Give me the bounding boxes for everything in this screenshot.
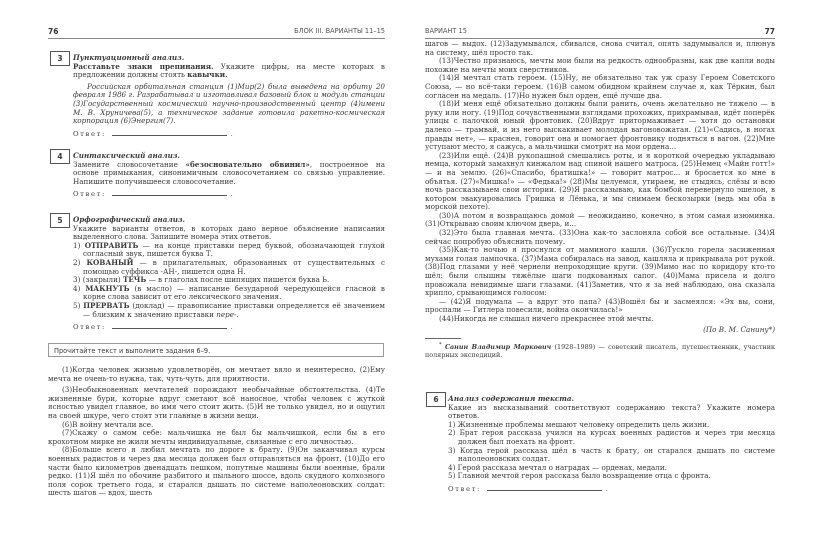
instruction: Замените словосочетание (73, 159, 178, 169)
answer-field[interactable]: Ответ: . (73, 190, 235, 199)
reading-instruction-box: Прочитайте текст и выполните задания 6–9. (48, 343, 384, 357)
instruction-bold: Расставьте знаки препинания. (73, 61, 214, 71)
paragraph: (6)В войну мечтали все. (62, 419, 154, 429)
page-number: 77 (764, 27, 775, 36)
answer-label: Ответ: (73, 323, 106, 332)
footnote: * Санин Владимир Маркович (1928–1989) — советский писатель, путешественник, участник полярных экспедиций. (425, 342, 775, 360)
option: 5) Главной мечтой героя рассказа было возвращение отца с фронта. (448, 471, 711, 481)
paragraph: (23)Или ещё. (24)В рукопашной смешались роты, и я короткой очередью укладываю немца, который замахнул кинжалом над спиной нашего матроса. (25)Немец «Майн готт!» — и на землю. (26)«Спасибо, братишка!» — говорит матрос... и бросается ко мне в объятья. (27)«Мишка!» — «Федька!» (28)Мы целуемся, утираем, не стыдясь, слёзы и всю ночь рассказываем свои истории. (29)Я рассказываю, как бомбой перевернуло эшелон, в котором эвакуировались Гришка и Лёнька, и мы снимаем бескозырки (ведь мы оба в морской пехоте). (425, 150, 775, 212)
answer-field[interactable]: Ответ: . (73, 323, 235, 332)
paragraph: (32)Это была главная мечта. (33)Она как-то заслоняла собой все остальные. (34)Я сейчас попробую объяснить почему. (425, 228, 775, 246)
page-number: 76 (48, 27, 59, 36)
task-5 (73, 216, 385, 332)
task-title: Анализ содержания текста. (448, 394, 575, 403)
task-3 (73, 54, 385, 138)
running-head: БЛОК III. ВАРИАНТЫ 11–15 (294, 27, 385, 35)
instruction: Какие из высказываний соответствуют содержанию текста? Укажите номера ответов. (448, 402, 775, 421)
task-title: Орфографический анализ. (73, 215, 186, 224)
task-title: Синтаксический анализ. (73, 151, 180, 160)
reading-text (48, 366, 385, 498)
option: 5) ПРЕРВАТЬ (доклад) — правописание приставки определяется её значением — близким к значению приставки пере-. (73, 300, 385, 319)
option: 3) Когда герой рассказа шёл в часть к брату, он старался дышать по системе наполеоновских солдат. (448, 445, 775, 464)
answer-label: Ответ: (448, 484, 481, 493)
task-number: 5 (50, 213, 70, 228)
page-header (425, 27, 775, 39)
running-head: ВАРИАНТ 15 (425, 27, 467, 35)
task-number: 4 (50, 149, 70, 164)
paragraph: (3)Необыкновенных мечтателей порождают необычайные обстоятельства. (4)Те жизненные бури, которые вдруг сметают всё наносное, чтобы человек с жуткой ясностью увидел главное, во имя чего стоит жить. (5)И не только увидел, но и ощутил на своей шкуре, чего стоят эти главные в жизни вещи. (48, 385, 385, 420)
option: 4) Герой рассказа мечтал о наградах — орденах, медали. (448, 462, 667, 472)
right-page (410, 0, 820, 546)
page-header (48, 27, 385, 39)
paragraph: (1)Когда человек жизнью удовлетворён, он мечтает вяло и неинтересно. (2)Ему мечта не очень-то нужна, так, чуть-чуть, для приятности. (48, 365, 385, 383)
answer-field[interactable]: Ответ: . (73, 129, 235, 138)
paragraph: (44)Никогда не слышал ничего прекраснее этой мечты. (439, 314, 654, 323)
option: 1) Жизненные проблемы мешают человеку определить цель жизни. (448, 419, 710, 429)
option: 3) (закрыли) ТЕЧЬ — в глаголах после шипящих пишется буква Ь. (73, 275, 330, 285)
instruction: Укажите цифры, на месте которых в предложении должны стоять (73, 61, 385, 80)
task-text: Российская орбитальная станция (1)Мир(2) была выведена на орбиту 20 февраля 1986 г. Разрабатывал и изготавливал базовый блок и модуль станции (3)Государственный космический научно-производственный центр (4)имени М. В. Хруничева(5), а техническое задание готовила ракетно-космическая корпорация (6)Энергия(7). (73, 81, 385, 126)
phrase: «безосновательно обвинил» (185, 159, 310, 169)
answer-label: Ответ: (73, 129, 106, 138)
option: 1) ОТПРАВИТЬ — на конце приставки перед буквой, обозначающей глухой согласный звук, пишется буква Т. (73, 240, 385, 259)
answer-label: Ответ: (73, 190, 106, 199)
paragraph: (30)А потом я возвращаюсь домой — неожиданно, конечно, в этом самая изюминка. (31)Открываю своим ключом дверь, и... (425, 210, 775, 229)
paragraph: (14)Я мечтал стать героем. (15)Ну, не обязательно так уж сразу Героем Советского Союза, — но всё-таки героем. (16)В самом обидном крайнем случае я, как Тёркин, был согласен на медаль. (17)Но нужен был орден, ещё лучше два. (425, 73, 775, 100)
attribution: (По В. М. Санину*) (703, 324, 775, 334)
instruction-end: , построенное на основе примыкания, синонимичным словосочетанием со связью управление. Напишите получившееся словосочетание. (73, 159, 385, 186)
option: 2) Брат героя рассказа учился на курсах военных радистов и через три месяца должен был поехать на фронт. (448, 428, 775, 446)
option: 4) МАКНУТЬ (в масло) — написание безударной чередующейся гласной в корне слова зависит от его лексического значения. (73, 283, 385, 302)
instruction: Укажите варианты ответов, в которых дано верное объяснение написания выделенного слова. Запишите номера этих ответов. (73, 223, 385, 242)
reading-text-continued (425, 40, 775, 359)
paragraph: (8)Больше всего я любил мечтать по дороге к брату. (9)Он заканчивал курсы военных радистов и через два месяца должен был отправляться на фронт. (10)До его части было километров двенадцать пешком, попутные машины были военные, брали редко. (11)Я шёл по обочине разбитого и пыльного шоссе, вдоль скудного колхозного поля сорок третьего года, и старался дышать по системе наполеоновских солдат: шесть шагов — вдох, шесть (48, 445, 385, 498)
paragraph: (35)Как-то ночью я проснулся от маминого кашля. (36)Тускло горела засиженная мухами голая лампочка. (37)Мама собиралась на завод, кашляла и прикрывала рот рукой. (38)Под глазами у неё чернели непроходящие круги. (39)Мимо нас по коридору кто-то шёл: были слышны тяжёлые шаги подкованных сапог. (40)Мама присела и долго провожала невидимые шаги глазами. (41)Заметив, что я за ней наблюдаю, она сказала хрипло, срывающимся голосом: (425, 245, 775, 298)
task-number: 6 (426, 392, 446, 407)
paragraph: — (42)Я подумала — а вдруг это папа? (43)Вошёл бы и засмеялся: «Эх вы, сони, проспали — Гитлера повесили, война окончилась!» (425, 296, 775, 315)
task-6 (448, 395, 775, 494)
paragraph: шагов — выдох. (12)Задумывался, сбивался, снова считал, опять задумывался и, плюнув на систему, шёл просто так. (425, 39, 775, 57)
paragraph: (18)И меня ещё обязательно должны были ранить, очень желательно не тяжело — в руку или ногу. (19)Под сочувственными взглядами прохожих, прихрамывая, идёт поперёк улицы с палочкой юный фронтовик. (20)Вдруг притормаживает — хотя до остановки далеко — трамвай, и из него выскакивает молодая вагоновожатая. (21)«Садись, в ногах правды нет», — краснея, говорит она и помогает фронтовику подняться в вагон. (22)Мне уступают место, я сажусь, а мальчишки смотрят на мои ордена... (425, 99, 775, 152)
answer-field[interactable]: Ответ: . (448, 484, 610, 493)
footnote-rule (425, 338, 461, 339)
task-4 (73, 152, 385, 199)
task-title: Пунктуационный анализ. (73, 53, 185, 62)
option: 2) КОВАНЫЙ — в прилагательных, образованных от существительных с помощью суффикса -АН-, пишется одна Н. (73, 257, 385, 276)
paragraph: (7)Скажу о самом себе: мальчишка не был бы мальчишкой, если бы в его крохотном мирке не жили мечты индивидуальные, связанные с его личностью. (48, 428, 385, 446)
task-number: 3 (50, 51, 70, 66)
paragraph: (13)Честно признаюсь, мечты мои были на редкость однообразны, как две капли воды похожие на мечты моих сверстников. (425, 56, 775, 74)
instruction-bold-end: кавычки. (187, 70, 228, 80)
